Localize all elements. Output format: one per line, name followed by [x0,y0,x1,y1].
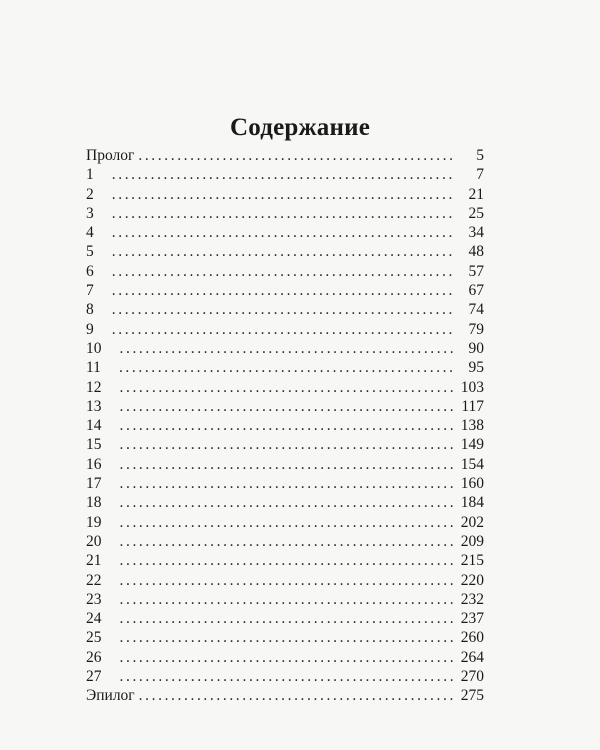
dot-leader [120,667,455,686]
toc-entry [86,474,484,493]
toc-entry-label: 23 [86,590,102,608]
dot-leader [120,378,455,397]
toc-entry [86,146,484,165]
toc-entry [86,686,484,705]
dot-leader [112,204,454,223]
toc-entry-page-number: 260 [460,629,484,647]
table-of-contents [86,146,484,706]
toc-entry [86,281,484,300]
toc-entry [86,551,484,570]
dot-leader [139,686,454,705]
toc-entry-page-number: 103 [460,378,484,396]
toc-entry-page-number: 48 [468,243,484,261]
toc-entry-page-number: 275 [460,687,484,705]
toc-entry-label: 24 [86,610,102,628]
dot-leader [112,300,454,319]
toc-entry [86,493,484,512]
dot-leader [112,185,454,204]
toc-entry-page-number: 220 [460,571,484,589]
dot-leader [120,513,455,532]
toc-entry-label: 27 [86,668,102,686]
toc-entry-page-number: 67 [468,282,484,300]
dot-leader [120,493,455,512]
dot-leader [120,648,455,667]
toc-entry-label: Пролог [86,147,135,164]
toc-entry-label: 13 [86,397,102,415]
toc-entry-page-number: 79 [468,320,484,338]
toc-entry-page-number: 149 [460,436,484,454]
dot-leader [120,628,455,647]
toc-entry-page-number: 232 [460,590,484,608]
toc-entry [86,416,484,435]
toc-entry-label: 16 [86,455,102,473]
toc-entry-label: 2 [86,185,94,203]
toc-entry-page-number: 90 [468,339,484,357]
toc-entry-page-number: 117 [461,397,484,415]
toc-entry-page-number: 154 [460,455,484,473]
dot-leader [112,242,454,261]
dot-leader [120,455,455,474]
toc-entry [86,609,484,628]
toc-entry [86,397,484,416]
toc-entry-label: 22 [86,571,102,589]
toc-entry-page-number: 215 [460,552,484,570]
toc-entry-label: 3 [86,204,94,222]
toc-entry-label: 18 [86,494,102,512]
dot-leader [120,551,455,570]
dot-leader [120,339,455,358]
toc-entry-label: 26 [86,648,102,666]
dot-leader [120,609,455,628]
toc-entry-label: 11 [86,359,101,377]
toc-entry-page-number: 237 [460,610,484,628]
dot-leader [120,435,455,454]
toc-entry-page-number: 270 [460,668,484,686]
toc-entry-page-number: 160 [460,475,484,493]
toc-entry [86,223,484,242]
toc-entry [86,628,484,647]
toc-entry-page-number: 34 [468,224,484,242]
page-title: Содержание [229,113,370,141]
toc-entry [86,648,484,667]
toc-entry [86,185,484,204]
toc-entry-label: 25 [86,629,102,647]
toc-entry [86,378,484,397]
dot-leader [120,590,455,609]
toc-entry-label: 10 [86,339,102,357]
toc-entry-page-number: 21 [468,185,484,203]
dot-leader [120,416,455,435]
toc-entry [86,435,484,454]
dot-leader [119,358,454,377]
dot-leader [112,165,454,184]
toc-entry-label: 7 [86,282,94,300]
dot-leader [120,532,455,551]
dot-leader [120,397,455,416]
toc-entry-label: 15 [86,436,102,454]
dot-leader [120,571,455,590]
toc-entry-page-number: 202 [460,513,484,531]
dot-leader [112,262,454,281]
dot-leader [138,146,454,165]
toc-entry-page-number: 5 [476,147,484,164]
toc-entry-page-number: 184 [460,494,484,512]
toc-entry-page-number: 57 [468,262,484,280]
toc-entry-label: 4 [86,224,94,242]
toc-entry-page-number: 74 [468,301,484,319]
dot-leader [120,474,455,493]
dot-leader [112,223,454,242]
toc-entry [86,339,484,358]
toc-entry [86,320,484,339]
toc-entry-page-number: 209 [460,532,484,550]
toc-entry [86,358,484,377]
toc-entry-label: 14 [86,417,102,435]
toc-entry-page-number: 138 [460,417,484,435]
toc-entry-label: 9 [86,320,94,338]
toc-entry-page-number: 7 [476,166,484,184]
toc-entry [86,513,484,532]
toc-entry [86,571,484,590]
toc-entry-label: 8 [86,301,94,319]
toc-entry [86,242,484,261]
toc-entry-label: Эпилог [86,687,135,705]
dot-leader [112,320,454,339]
toc-entry [86,300,484,319]
toc-entry [86,165,484,184]
toc-entry [86,262,484,281]
toc-entry [86,590,484,609]
toc-entry-page-number: 264 [460,648,484,666]
toc-entry-page-number: 25 [468,204,484,222]
toc-entry-label: 17 [86,475,102,493]
toc-entry [86,455,484,474]
toc-entry [86,204,484,223]
toc-entry-label: 5 [86,243,94,261]
toc-entry [86,667,484,686]
toc-entry-label: 12 [86,378,102,396]
toc-entry-label: 20 [86,532,102,550]
toc-entry-label: 6 [86,262,94,280]
toc-entry-label: 21 [86,552,102,570]
dot-leader [112,281,454,300]
toc-entry-label: 19 [86,513,102,531]
toc-entry-page-number: 95 [468,359,484,377]
toc-entry-label: 1 [86,166,94,184]
toc-entry [86,532,484,551]
